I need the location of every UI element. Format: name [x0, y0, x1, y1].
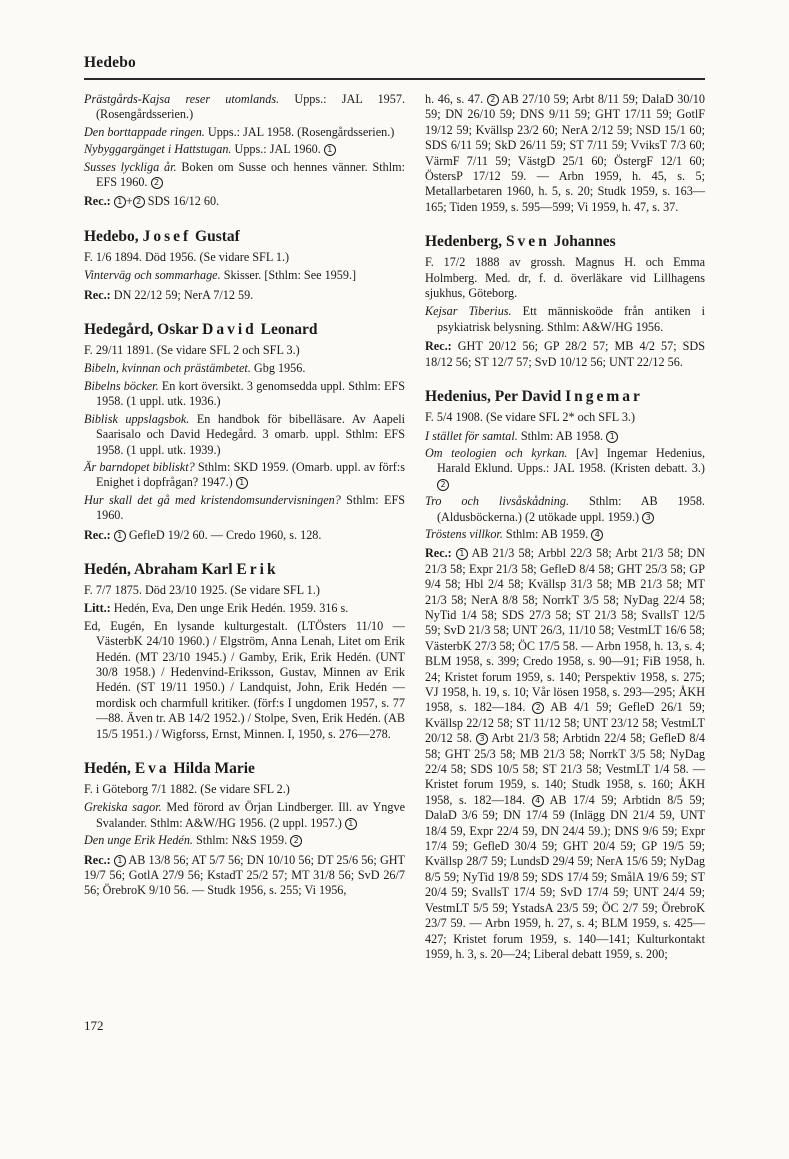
circled-number: 2	[290, 835, 302, 847]
work-item: Prästgårds-Kajsa reser utomlands. Upps.: JAL 1957. (Rosengårdsserien.)	[84, 92, 406, 122]
entry-heading: Hedebo, Josef Gustaf	[84, 227, 240, 245]
work-item: Bibelns böcker. En kort översikt. 3 genomsedda uppl. Sthlm: EFS 1958. (1 uppl. utk. 1936.)	[84, 378, 405, 409]
work-item: Hur skall det gå med kristendomsundervisningen? Sthlm: EFS 1960.	[84, 492, 405, 523]
circled-number: 3	[476, 733, 488, 745]
circled-number: 3	[642, 512, 654, 524]
circled-number: 2	[532, 702, 544, 714]
work-item: Den borttappade ringen. Upps.: JAL 1958. (Rosengårdsserien.)	[84, 124, 395, 139]
work-item: Kejsar Tiberius. Ett människoöde från antiken i psykiatrisk belysning. Sthlm: A&W/HG 1956.	[425, 304, 705, 334]
circled-number: 2	[151, 177, 163, 189]
page-number: 172	[84, 1018, 104, 1033]
running-header: Hedebo	[84, 54, 137, 71]
review-list: Rec.: GHT 20/12 56; GP 28/2 57; MB 4/2 57; SDS 18/12 56; ST 12/7 57; SvD 10/12 56; UNT 22/12 56.	[425, 339, 705, 369]
work-item: Tröstens villkor. Sthlm: AB 1959. 4	[425, 527, 705, 542]
circled-number: 1	[114, 855, 126, 867]
header-rule	[84, 78, 705, 80]
work-item: Är barndopet bibliskt? Sthlm: SKD 1959. (Omarb. uppl. av förf:s Enighet i dopfrågan? 1947.) 1	[84, 459, 405, 490]
circled-number: 2	[487, 94, 499, 106]
right-column	[425, 92, 705, 980]
literature-list: Ed, Eugén, En lysande kulturgestalt. (LTÖsters 11/10 — VästerbK 24/10 1960.) / Elgström, Anna Lenah, Litet om Erik Hedén. (MT 23/10 1945.) / Gamby, Erik, Erik Hedén. (UNT 30/8 1958.) / Hedenvind-Eriksson, Gustav, Minnen av Erik Hedén. (ST 19/11 1950.) / Landquist, John, Erik Hedén — mordisk och charmfull kritiker. (förf:s I ungdomen 1957, s. 77—88. Även tr. AB 14/2 1952.) / Stolpe, Sven, Erik Hedén. (AB 15/5 1951.) / Wigforss, Ernst, Minnen. I, 1950, s. 276—278.	[84, 618, 405, 741]
entry-hedebo-continued	[84, 92, 405, 210]
work-item: Tro och livsåskådning. Sthlm: AB 1958. (Aldusböckerna.) (2 utökade uppl. 1959.) 3	[425, 494, 705, 524]
entry-hedenius	[425, 388, 705, 962]
entry-heading: Hedenberg, Sven Johannes	[425, 233, 616, 251]
review-list: Rec.: DN 22/12 59; NerA 7/12 59.	[84, 287, 254, 302]
work-item: Biblisk uppslagsbok. En handbok för bibelläsare. Av Aapeli Saarisalo och David Hedegård. 3 omarb. uppl. Sthlm: EFS 1958. (1 uppl. utk. 1939.)	[84, 411, 405, 457]
entry-heading: Hedén, Eva Hilda Marie	[84, 760, 255, 777]
work-item: Vinterväg och sommarhage. Skisser. [Sthlm: See 1959.]	[84, 268, 357, 283]
circled-number: 2	[437, 479, 449, 491]
entry-heden-erik	[84, 561, 405, 742]
review-list: h. 46, s. 47. 2 AB 27/10 59; Arbt 8/11 59; DalaD 30/10 59; DN 26/10 59; DNS 9/11 59; GHT 17/11 59; GotlF 19/12 59; Kvällsp 23/2 60; NerA 2/12 59; NSD 15/1 60; SDS 6/11 59; SkD 26/11 59; ST 7/11 59; VviksT 7/3 60; VärmF 7/11 59; VästgD 25/1 60; ÖstergF 12/1 60; ÖstersP 17/12 59. — Arbn 1959, h. 45, s. 5; Metallarbetaren 1960, h. 5, s. 20; Studk 1959, s. 163—165; Tiden 1959, s. 595—599; Vi 1959, h. 47, s. 37.	[425, 92, 705, 214]
bio-line: F. 7/7 1875. Död 23/10 1925. (Se vidare SFL 1.)	[84, 582, 320, 597]
entry-hedenberg	[425, 233, 705, 370]
bio-line: F. 29/11 1891. (Se vidare SFL 2 och SFL 3.)	[84, 343, 300, 358]
review-list: Rec.: 1 GefleD 19/2 60. — Credo 1960, s. 128.	[84, 527, 322, 542]
circled-number: 1	[324, 144, 336, 156]
circled-number: 1	[345, 818, 357, 830]
review-list: Rec.: 1 AB 13/8 56; AT 5/7 56; DN 10/10 56; DT 25/6 56; GHT 19/7 56; GotlA 27/9 56; KstadT 25/2 57; MT 31/8 56; SvD 26/7 56; ÖrebroK 9/10 56. — Studk 1956, s. 255; Vi 1956,	[84, 852, 405, 898]
circled-number: 1	[236, 477, 248, 489]
work-item: Nybyggargänget i Hattstugan. Upps.: JAL 1960. 1	[84, 142, 405, 157]
review-list: Rec.: 1 AB 21/3 58; Arbbl 22/3 58; Arbt 21/3 58; DN 21/3 58; Expr 21/3 58; GefleD 8/4 58; GHT 25/3 58; GP 9/4 58; Hbl 2/4 58; Kvällsp 31/3 58; MB 21/3 58; MT 21/3 58; NerA 8/8 58; NorrkT 3/5 58; NyDag 22/4 58; NyTid 1/4 58; SDS 27/3 58; ST 21/3 58; SvallsT 12/5 59; SvD 21/3 58; UNT 26/3, 11/10 58; VestmLT 16/6 58; VästerbK 27/3 58; ÖC 17/5 58. — Arbn 1958, h. 13, s. 4; BLM 1958, s. 399; Credo 1958, s. 90—91; FiB 1958, h. 24; Kristet forum 1959, s. 140; Perspektiv 1958, s. 275; VJ 1958, h. 19, s. 10; Vår lösen 1958, s. 293—295; ÅKH 1958, s. 182—184. 2 AB 4/1 59; GefleD 26/1 59; Kvällsp 22/12 58; ST 11/12 58; UNT 23/12 58; VestmLT 20/12 58. 3 Arbt 21/3 58; Arbtidn 22/4 58; GefleD 8/4 58; GHT 25/3 58; MB 21/3 58; NorrkT 3/5 58; NyDag 22/4 58; SDS 10/5 58; ST 21/3 58; VestmLT 1/4 58. — Kristet forum 1959, s. 140; Studk 1958, s. 160; ÅKH 1958, s. 182—184. 4 AB 17/4 59; Arbtidn 8/5 59; DalaD 3/6 59; DN 17/4 59 (Inlägg DN 21/4 59, UNT 18/4 59, Expr 22/4 59, DN 24/4 59.); DNS 9/6 59; Expr 17/4 59; GefleD 30/4 59; GHT 20/4 59; GP 19/5 59; Kvällsp 28/7 59; LundsD 29/4 59; NerA 15/6 59; NyDag 8/5 59; NyTid 19/8 59; SDS 17/4 59; SmålA 19/6 59; ST 20/4 59; SvallsT 17/4 59; SvD 17/4 59; UNT 24/4 59; VestmLT 5/5 59; YstadsA 23/5 59; ÖC 2/7 59; ÖrebroK 23/7 59. — Arbn 1959, h. 27, s. 4; BLM 1959, s. 425—427; Kristet forum 1959, s. 140—141; Kulturkontakt 1959, h. 3, s. 20—24; Liberal debatt 1959, s. 200;	[425, 546, 706, 961]
literature-list: Litt.: Hedén, Eva, Den unge Erik Hedén. 1959. 316 s.	[84, 601, 349, 616]
work-item: I stället för samtal. Sthlm: AB 1958. 1	[425, 429, 705, 444]
work-item: Om teologien och kyrkan. [Av] Ingemar Hedenius, Harald Eklund. Upps.: JAL 1958. (Kristen debatt. 3.) 2	[425, 445, 705, 489]
work-item: Susses lyckliga år. Boken om Susse och hennes vänner. Sthlm: EFS 1960. 2	[84, 159, 405, 190]
left-column	[84, 92, 405, 917]
entry-heading: Hedenius, Per David Ingemar	[425, 388, 643, 406]
circled-number: 1	[606, 431, 618, 443]
circled-number: 4	[532, 795, 544, 807]
review-list: Rec.: 1 + 2 SDS 16/12 60.	[84, 194, 220, 209]
circled-number: 1	[114, 530, 126, 542]
entry-heading: Hedegård, Oskar David Leonard	[84, 321, 318, 339]
bio-line: F. 5/4 1908. (Se vidare SFL 2* och SFL 3.)	[425, 410, 636, 425]
entry-heden-eva	[84, 760, 405, 899]
work-item: Den unge Erik Hedén. Sthlm: N&S 1959. 2	[84, 833, 405, 848]
bio-line: F. 1/6 1894. Död 1956. (Se vidare SFL 1.)	[84, 249, 290, 264]
work-item: Grekiska sagor. Med förord av Örjan Lindberger. Ill. av Yngve Svalander. Sthlm: A&W/HG 1956. (2 uppl. 1957.) 1	[84, 800, 405, 830]
circled-number: 1	[456, 548, 468, 560]
circled-number: 4	[591, 529, 603, 541]
entry-heden-eva-continued	[425, 92, 705, 215]
entry-heading: Hedén, Abraham Karl Erik	[84, 560, 279, 578]
entry-hedegard	[84, 321, 405, 543]
bio-line: F. 17/2 1888 av grossh. Magnus H. och Emma Holmberg. Med. dr, f. d. överläkare vid Lillhagens sjukhus, Göteborg.	[425, 255, 705, 301]
entry-hedebo-josef	[84, 228, 405, 303]
work-item: Bibeln, kvinnan och prästämbetet. Gbg 1956.	[84, 361, 306, 376]
circled-number: 1	[114, 196, 126, 208]
circled-number: 2	[133, 196, 145, 208]
bio-line: F. i Göteborg 7/1 1882. (Se vidare SFL 2.)	[84, 782, 290, 796]
